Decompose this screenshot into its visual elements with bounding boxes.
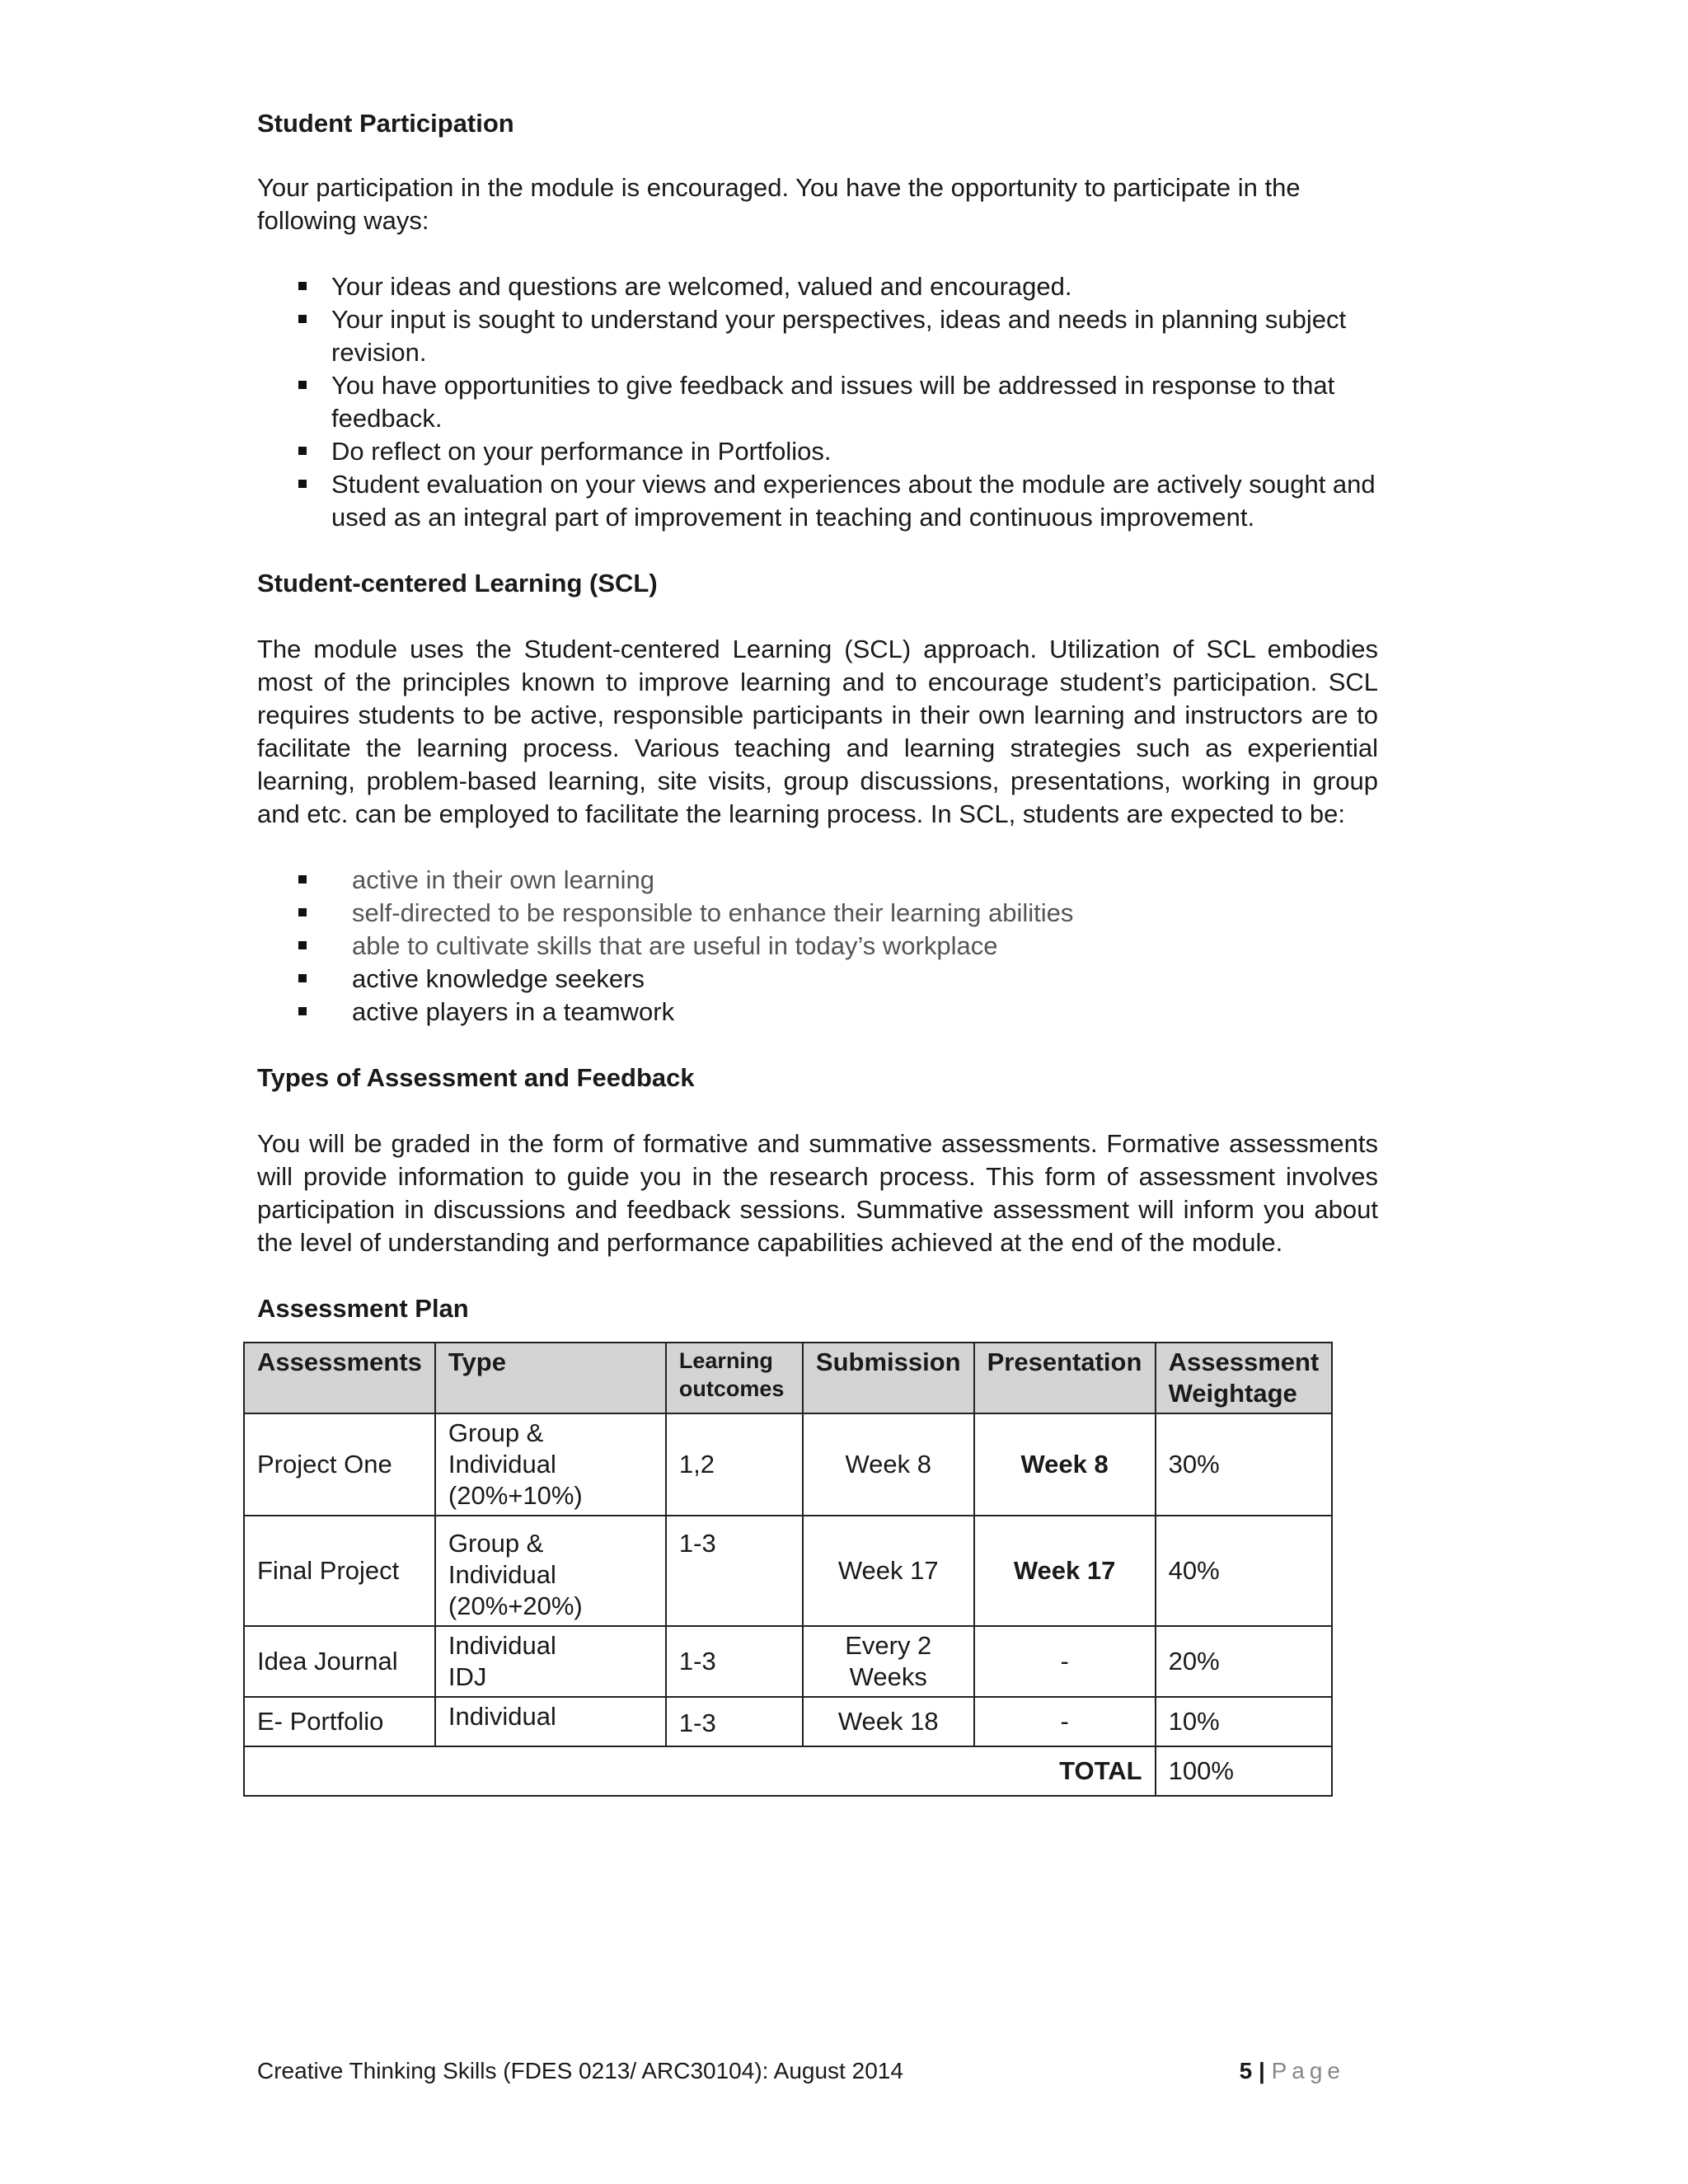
cell-weightage: 40% [1156,1516,1333,1626]
cell-assessment-name: Final Project [244,1516,435,1626]
footer-course-title: Creative Thinking Skills (FDES 0213/ ARC30104): August 2014 [257,2058,903,2083]
table-row [244,1697,1332,1746]
cell-presentation: Week 17 [974,1516,1156,1626]
cell-outcomes: 1-3 [666,1516,803,1626]
list-item: self-directed to be responsible to enhance their learning abilities [257,897,1378,930]
cell-type: Individual [435,1697,666,1746]
list-item: active in their own learning [257,864,1378,897]
cell-assessment-name: Project One [244,1413,435,1516]
section-heading-assessment-types: Types of Assessment and Feedback [257,1063,695,1092]
assessment-types-body: You will be graded in the form of formative and summative assessments. Formative assessments will provide information to guide you in the research process. This form of assessment involves participation in discussions and feedback sessions. Summative assessment will inform you about the level of understanding and performance capabilities achieved at the end of the module. [257,1129,1378,1257]
table-total-row [244,1746,1332,1796]
list-item: able to cultivate skills that are useful in today’s workplace [257,930,1378,963]
cell-type: Group & Individual (20%+10%) [435,1413,666,1516]
cell-outcomes: 1-3 [666,1626,803,1697]
cell-outcomes: 1-3 [666,1697,803,1746]
table-row [244,1413,1332,1516]
cell-presentation: - [974,1697,1156,1746]
cell-weightage: 20% [1156,1626,1333,1697]
list-item: active knowledge seekers [257,963,1378,996]
section-heading-scl: Student-centered Learning (SCL) [257,569,658,598]
cell-assessment-name: Idea Journal [244,1626,435,1697]
header-weightage: Assessment Weightage [1156,1343,1333,1413]
cell-presentation: Week 8 [974,1413,1156,1516]
header-assessments: Assessments [244,1343,435,1413]
cell-submission: Week 18 [803,1697,974,1746]
cell-total-label: TOTAL [244,1746,1156,1796]
cell-weightage: 30% [1156,1413,1333,1516]
cell-submission: Week 17 [803,1516,974,1626]
assessment-plan-table [243,1342,1333,1797]
cell-submission: Week 8 [803,1413,974,1516]
list-item: active players in a teamwork [257,996,1378,1029]
table-header-row [244,1343,1332,1413]
section-heading-participation: Student Participation [257,109,514,138]
list-item: Do reflect on your performance in Portfolios. [257,435,1378,468]
cell-assessment-name: E- Portfolio [244,1697,435,1746]
cell-type: Individual IDJ [435,1626,666,1697]
list-item: Your ideas and questions are welcomed, valued and encouraged. [257,270,1378,303]
scl-body: The module uses the Student-centered Learning (SCL) approach. Utilization of SCL embodies most of the principles known to improve learning and to encourage student’s participation. SCL requires students to be active, responsible participants in their own learning and instructors are to facilitate the learning process. Various teaching and learning strategies such as experiential learning, problem-based learning, site visits, group discussions, presentations, working in group and etc. can be employed to facilitate the learning process. In SCL, students are expected to be: [257,635,1378,828]
scl-list [257,864,1378,1029]
footer-page-number: 5 | Page [1239,2058,1345,2083]
table-row [244,1516,1332,1626]
cell-weightage: 10% [1156,1697,1333,1746]
cell-outcomes: 1,2 [666,1413,803,1516]
cell-total-value: 100% [1156,1746,1333,1796]
table-row [244,1626,1332,1697]
list-item: You have opportunities to give feedback and issues will be addressed in response to that feedback. [257,369,1378,435]
cell-type: Group & Individual (20%+20%) [435,1516,666,1626]
header-type: Type [435,1343,666,1413]
list-item: Your input is sought to understand your perspectives, ideas and needs in planning subject revision. [257,303,1378,369]
cell-submission: Every 2 Weeks [803,1626,974,1697]
section-heading-assessment-plan: Assessment Plan [257,1294,469,1323]
cell-presentation: - [974,1626,1156,1697]
participation-intro: Your participation in the module is encouraged. You have the opportunity to participate in the following ways: [257,173,1301,235]
header-submission: Submission [803,1343,974,1413]
participation-list [257,270,1378,534]
header-learning-outcomes: Learning outcomes [666,1343,803,1413]
list-item: Student evaluation on your views and experiences about the module are actively sought and used as an integral part of improvement in teaching and continuous improvement. [257,468,1378,534]
header-presentation: Presentation [974,1343,1156,1413]
document-page [257,107,1378,1797]
